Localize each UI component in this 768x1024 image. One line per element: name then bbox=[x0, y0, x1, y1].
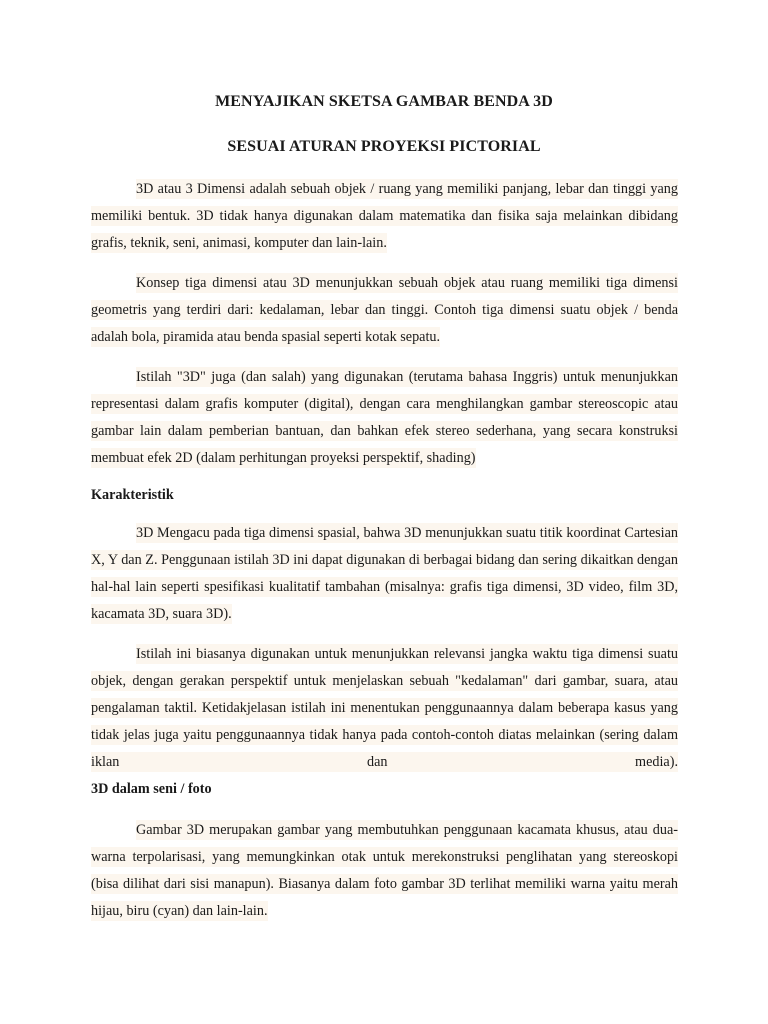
section-heading-seni: 3D dalam seni / foto bbox=[91, 781, 212, 797]
concept-section bbox=[91, 270, 678, 351]
paragraph-intro-1 bbox=[91, 176, 678, 257]
seni-section bbox=[91, 817, 678, 925]
paragraph-text: Istilah "3D" juga (dan salah) yang digunakan (terutama bahasa Inggris) untuk menunjukkan representasi dalam grafis komputer (digital), dengan cara menghilangkan gambar stereoscopic atau gambar lain dalam pemberian bantuan, dan bahkan efek stereo sederhana, yang secara konstruksi membuat efek 2D (dalam perhitungan proyeksi perspektif, shading) bbox=[91, 369, 678, 466]
karakteristik-section-1 bbox=[91, 520, 678, 628]
paragraph-seni-1 bbox=[91, 817, 678, 925]
paragraph-karakteristik-1 bbox=[91, 520, 678, 628]
term-section bbox=[91, 364, 678, 472]
seni-heading-wrap bbox=[91, 776, 678, 803]
paragraph-text: 3D Mengacu pada tiga dimensi spasial, bahwa 3D menunjukkan suatu titik koordinat Cartesian X, Y dan Z. Penggunaan istilah 3D ini dapat digunakan di berbagai bidang dan sering dikaitkan dengan hal-hal lain seperti spesifikasi kualitatif tambahan (misalnya: grafis tiga dimensi, 3D video, film 3D, kacamata 3D, suara 3D). bbox=[91, 525, 678, 622]
paragraph-text: Konsep tiga dimensi atau 3D menunjukkan sebuah objek atau ruang memiliki tiga dimensi geometris yang terdiri dari: kedalaman, lebar dan tinggi. Contoh tiga dimensi suatu objek / benda adalah bola, piramida atau benda spasial seperti kotak sepatu. bbox=[91, 275, 678, 345]
paragraph-intro-3 bbox=[91, 364, 678, 472]
document-title: MENYAJIKAN SKETSA GAMBAR BENDA 3D bbox=[215, 93, 553, 110]
paragraph-text: Istilah ini biasanya digunakan untuk menunjukkan relevansi jangka waktu tiga dimensi suatu objek, dengan gerakan perspektif untuk menjelaskan sebuah "kedalaman" dari gambar, suara, atau pengalaman taktil. Ketidakjelasan istilah ini menentukan penggunaannya dalam beberapa kasus yang tidak jelas juga yaitu penggunaannya tidak hanya pada contoh-contoh diatas melainkan (sering dalam iklan dan media). bbox=[91, 646, 678, 770]
section-heading-karakteristik: Karakteristik bbox=[91, 487, 174, 503]
document-subtitle: SESUAI ATURAN PROYEKSI PICTORIAL bbox=[227, 138, 541, 155]
intro-section bbox=[91, 176, 678, 257]
paragraph-karakteristik-2 bbox=[91, 641, 678, 776]
paragraph-text: Gambar 3D merupakan gambar yang membutuhkan penggunaan kacamata khusus, atau dua-warna terpolarisasi, yang memungkinkan otak untuk merekonstruksi penglihatan yang stereoskopi (bisa dilihat dari sisi manapun). Biasanya dalam foto gambar 3D terlihat memiliki warna yaitu merah hijau, biru (cyan) dan lain-lain. bbox=[91, 822, 678, 919]
paragraph-intro-2 bbox=[91, 270, 678, 351]
karakteristik-heading-wrap bbox=[91, 482, 678, 509]
paragraph-text: 3D atau 3 Dimensi adalah sebuah objek / ruang yang memiliki panjang, lebar dan tinggi yang memiliki bentuk. 3D tidak hanya digunakan dalam matematika dan fisika saja melainkan dibidang grafis, teknik, seni, animasi, komputer dan lain-lain. bbox=[91, 181, 678, 251]
karakteristik-section-2 bbox=[91, 641, 678, 776]
